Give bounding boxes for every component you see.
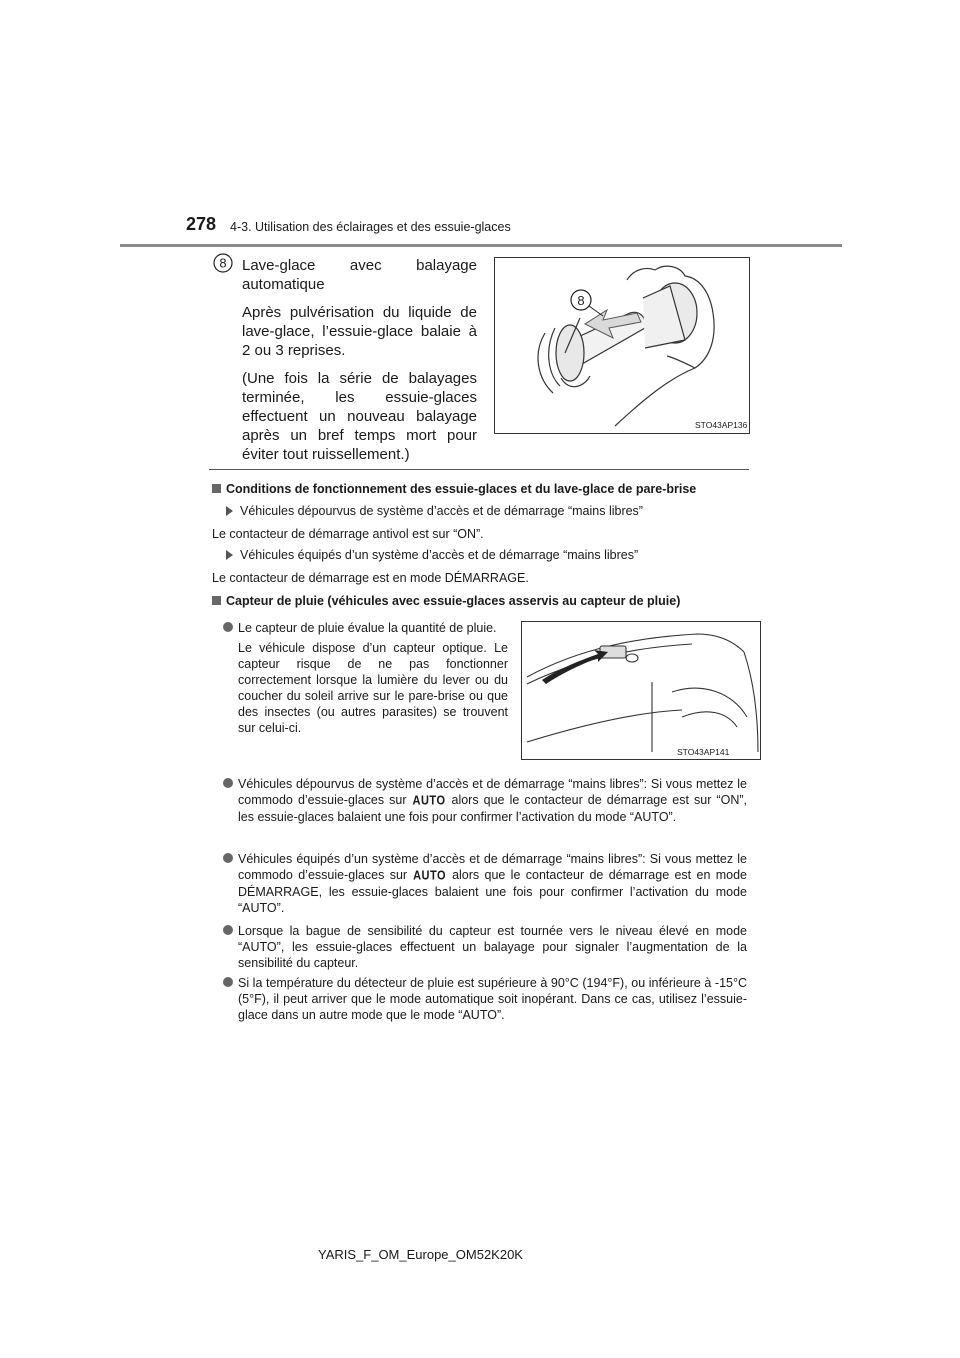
document-id-footer: YARIS_F_OM_Europe_OM52K20K (318, 1247, 523, 1262)
item-8-title: Lave-glace avec balayage automatique (242, 257, 477, 293)
wiper-lever-drawing (495, 258, 749, 433)
figure-callout-number: 8 (577, 293, 585, 308)
arrow-right-icon (226, 506, 233, 516)
item-8-paragraph-2: (Une fois la série de balayages terminée, les essuie-glaces effectuent un nouveau balayage après un bref temps mort pour éviter tout ruissellement.) (242, 370, 477, 463)
arrow-right-icon (226, 550, 233, 560)
rain-sensor-bullet-5 (238, 975, 747, 1023)
auto-mode-icon: AUTO (413, 869, 447, 883)
without-smart-heading (226, 504, 643, 518)
item-8-paragraph-1: Après pulvérisation du liquide de lave-glace, l’essuie-glace balaie à 2 ou 3 reprises. (242, 304, 477, 359)
bullet-2-text-start: Véhicules dépourvus de système d’accès et de démarrage “mains libres”: Si vous mettez le commodo d’essuie-glaces sur (238, 777, 747, 807)
section-square-icon (212, 596, 221, 605)
bullet-5-text: Si la température du détecteur de pluie est supérieure à 90°C (194°F), ou inférieure à -15°C (5°F), il peut arriver que le mode automatique soit inopérant. Dans ce cas, utilisez l’essuie-glace dans un autre mode que le mode “AUTO”. (238, 976, 747, 1022)
auto-mode-icon: AUTO (412, 794, 446, 808)
section-square-icon (212, 484, 221, 493)
page-number: 278 (186, 214, 217, 234)
bullet-dot-icon (223, 778, 233, 788)
item-number-badge (213, 253, 233, 273)
bullet-dot-icon (223, 622, 233, 632)
bullet-4-text: Lorsque la bague de sensibilité du capteur est tournée vers le niveau élevé en mode “AUTO”, les essuie-glaces effectuent un balayage pour signaler l’augmentation de la sensibilité du capteur. (238, 924, 747, 970)
header-divider (120, 244, 842, 247)
rain-sensor-bullet-4 (238, 923, 747, 971)
bullet-dot-icon (223, 925, 233, 935)
without-smart-heading-text: Véhicules dépourvus de système d’accès et de démarrage “mains libres” (240, 504, 643, 518)
figure-code: STO43AP136 (695, 420, 748, 430)
bullet-1-line-2: Le véhicule dispose d’un capteur optique. Le capteur risque de ne pas fonctionner correctement lorsque la lumière du lever ou du coucher du soleil arrive sur le pare-brise ou que des insectes (ou autres parasites) se trouvent sur celui-ci. (238, 641, 508, 735)
wiper-lever-illustration (494, 257, 750, 434)
item-number-text: 8 (219, 255, 227, 271)
rain-sensor-bullet-3 (238, 851, 747, 916)
bullet-3-text-end: alors que le contacteur de démarrage est en mode DÉMARRAGE, les essuie-glaces balaient une fois pour confirmer l’activation du mode “AUTO”. (238, 868, 748, 915)
section-title: 4-3. Utilisation des éclairages et des essuie-glaces (230, 220, 511, 234)
without-smart-text: Le contacteur de démarrage antivol est sur “ON”. (212, 527, 484, 541)
bullet-2-text-end: alors que le contacteur de démarrage est sur “ON”, les essuie-glaces balaient une fois pour confirmer l’activation du mode “AUTO”. (238, 793, 747, 824)
with-smart-heading (226, 548, 638, 562)
bullet-dot-icon (223, 853, 233, 863)
bullet-dot-icon (223, 977, 233, 987)
conditions-heading (212, 482, 696, 496)
rain-sensor-bullet-2 (238, 776, 747, 825)
bullet-1-line-1: Le capteur de pluie évalue la quantité de pluie. (238, 621, 497, 635)
item-8-description (242, 256, 477, 472)
content-divider (209, 469, 749, 470)
rain-sensor-heading-text: Capteur de pluie (véhicules avec essuie-glaces asservis au capteur de pluie) (226, 594, 681, 608)
rain-sensor-illustration (521, 621, 761, 760)
rain-sensor-bullet-1 (238, 620, 508, 736)
rain-sensor-heading (212, 594, 680, 608)
figure-code: STO43AP141 (677, 747, 730, 757)
windshield-drawing (522, 622, 760, 759)
conditions-heading-text: Conditions de fonctionnement des essuie-glaces et du lave-glace de pare-brise (226, 482, 697, 496)
bullet-3-text-start: Véhicules équipés d’un système d’accès et de démarrage “mains libres”: Si vous mettez le commodo d’essuie-glaces sur (238, 852, 747, 882)
with-smart-heading-text: Véhicules équipés d’un système d’accès et de démarrage “mains libres” (240, 548, 639, 562)
with-smart-text: Le contacteur de démarrage est en mode DÉMARRAGE. (212, 571, 529, 585)
